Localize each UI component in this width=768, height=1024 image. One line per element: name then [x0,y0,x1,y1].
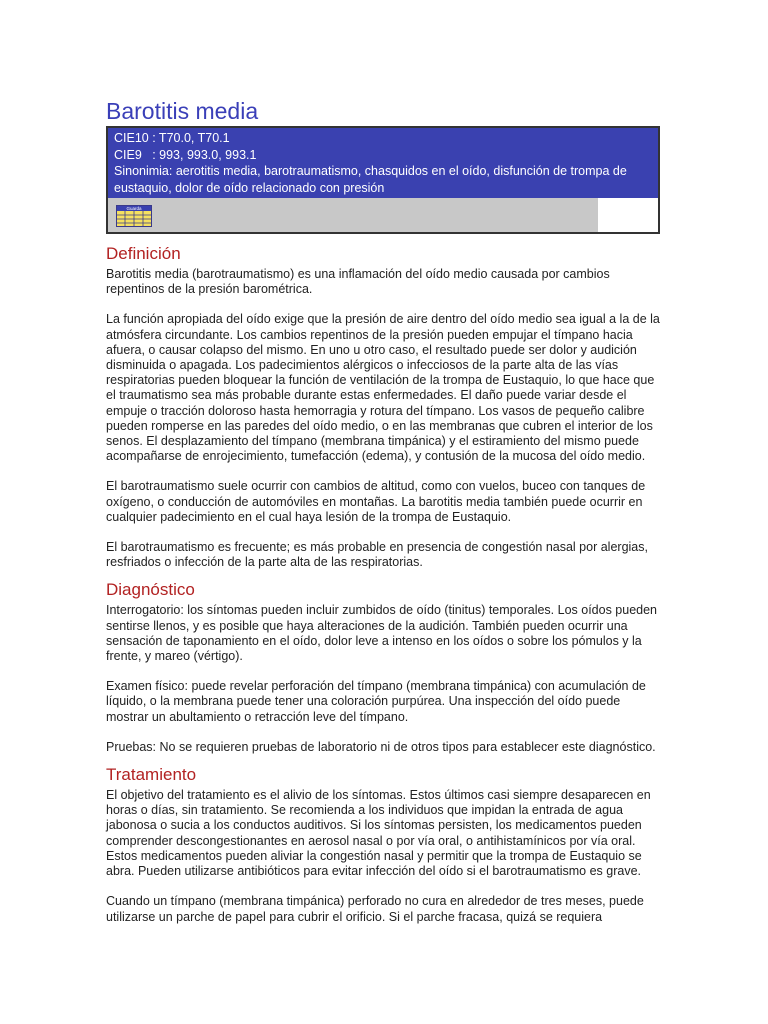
cie9-code: CIE9 : 993, 993.0, 993.1 [114,147,257,162]
cie10-code: CIE10 : T70.0, T70.1 [114,131,230,145]
diagnostico-paragraph-3: Pruebas: No se requieren pruebas de laboratorio ni de otros tipos para establecer este diagnóstico. [106,739,656,754]
section-title-diagnostico: Diagnóstico [106,580,195,600]
definicion-paragraph-2: La función apropiada del oído exige que la presión de aire dentro del oído medio sea igual a la de la atmósfera circundante. Los cambios repentinos de la presión pueden empujar el tímpano hacia afuera, o causar colapso del mismo. En uno u otro caso, el resultado puede ser dolor y audición disminuida o apagada. Los padecimientos alérgicos o infecciosos de la parte alta de las vías respiratorias pueden bloquear la función de ventilación de la trompa de Eustaquio, lo que hace que el traumatismo sea más probable durante estas enfermedades. El daño puede variar desde el empuje o tracción doloroso hasta hemorragia y rotura del tímpano. Los vasos de pequeño calibre pueden romperse en las paredes del oído medio, o en las membranas que cubren el interior de los senos. El desplazamiento del tímpano (membrana timpánica) y el estiramiento del mismo puede acompañarse de enrojecimiento, tumefacción (edema), y contusión de la mucosa del oído medio. [106,312,660,464]
classification-codes [108,128,658,198]
icon-bar-background [108,198,598,232]
icon-label: Guarda [126,206,142,211]
synonyms-text: Sinonimia: aerotitis media, barotraumatismo, chasquidos en el oído, disfunción de trompa de eustaquio, dolor de oído relacionado con presión [114,164,627,195]
tratamiento-paragraph-2: Cuando un tímpano (membrana timpánica) perforado no cura en alrededor de tres meses, puede utilizarse un parche de papel para cubrir el orificio. Si el parche fracasa, quizá se requiera [106,894,644,924]
section-title-tratamiento: Tratamiento [106,765,197,785]
classification-box [106,126,660,234]
section-title-definicion: Definición [106,244,181,263]
table-grid-icon[interactable] [116,205,152,227]
diagnostico-paragraph-2: Examen físico: puede revelar perforación del tímpano (membrana timpánica) con acumulación de líquido, o la membrana puede tener una coloración purpúrea. Una inspección del oído puede mostrar un abultamiento o retracción leve del tímpano. [106,679,646,724]
definicion-paragraph-3: El barotraumatismo suele ocurrir con cambios de altitud, como con vuelos, buceo con tanques de oxígeno, o conducción de automóviles en montañas. La barotitis media también puede ocurrir en cualquier padecimiento en el cual haya lesión de la trompa de Eustaquio. [106,479,646,524]
document-title: Barotitis media [106,98,259,124]
tratamiento-paragraph-1: El objetivo del tratamiento es el alivio de los síntomas. Estos últimos casi siempre desaparecen en horas o días, sin tratamiento. Se recomienda a los individuos que impidan la entrada de agua jabonosa o sucia a los conductos auditivos. Si los síntomas persisten, los medicamentos pueden comprender descongestionantes en aerosol nasal o por vía oral, o antihistamínicos por vía oral. Estos medicamentos pueden aliviar la congestión nasal y permitir que la trompa de Eustaquio se abra. Pueden utilizarse antibióticos para evitar infección del oído si el barotraumatismo es grave. [106,788,651,879]
document-page [106,96,662,925]
definicion-paragraph-4: El barotraumatismo es frecuente; es más probable en presencia de congestión nasal por alergias, resfriados o infección de la parte alta de las respiratorias. [106,540,648,570]
diagnostico-paragraph-1: Interrogatorio: los síntomas pueden incluir zumbidos de oído (tinitus) temporales. Los oídos pueden sentirse llenos, y es posible que haya alteraciones de la audición. También pueden ocurrir una sensación de taponamiento en el oído, dolor leve a intenso en los oídos o sobre los pómulos y la frente, y mareo (vértigo). [106,603,658,664]
definicion-paragraph-1: Barotitis media (barotraumatismo) es una inflamación del oído medio causada por cambios repentinos de la presión barométrica. [106,267,610,297]
icon-bar [108,198,658,232]
